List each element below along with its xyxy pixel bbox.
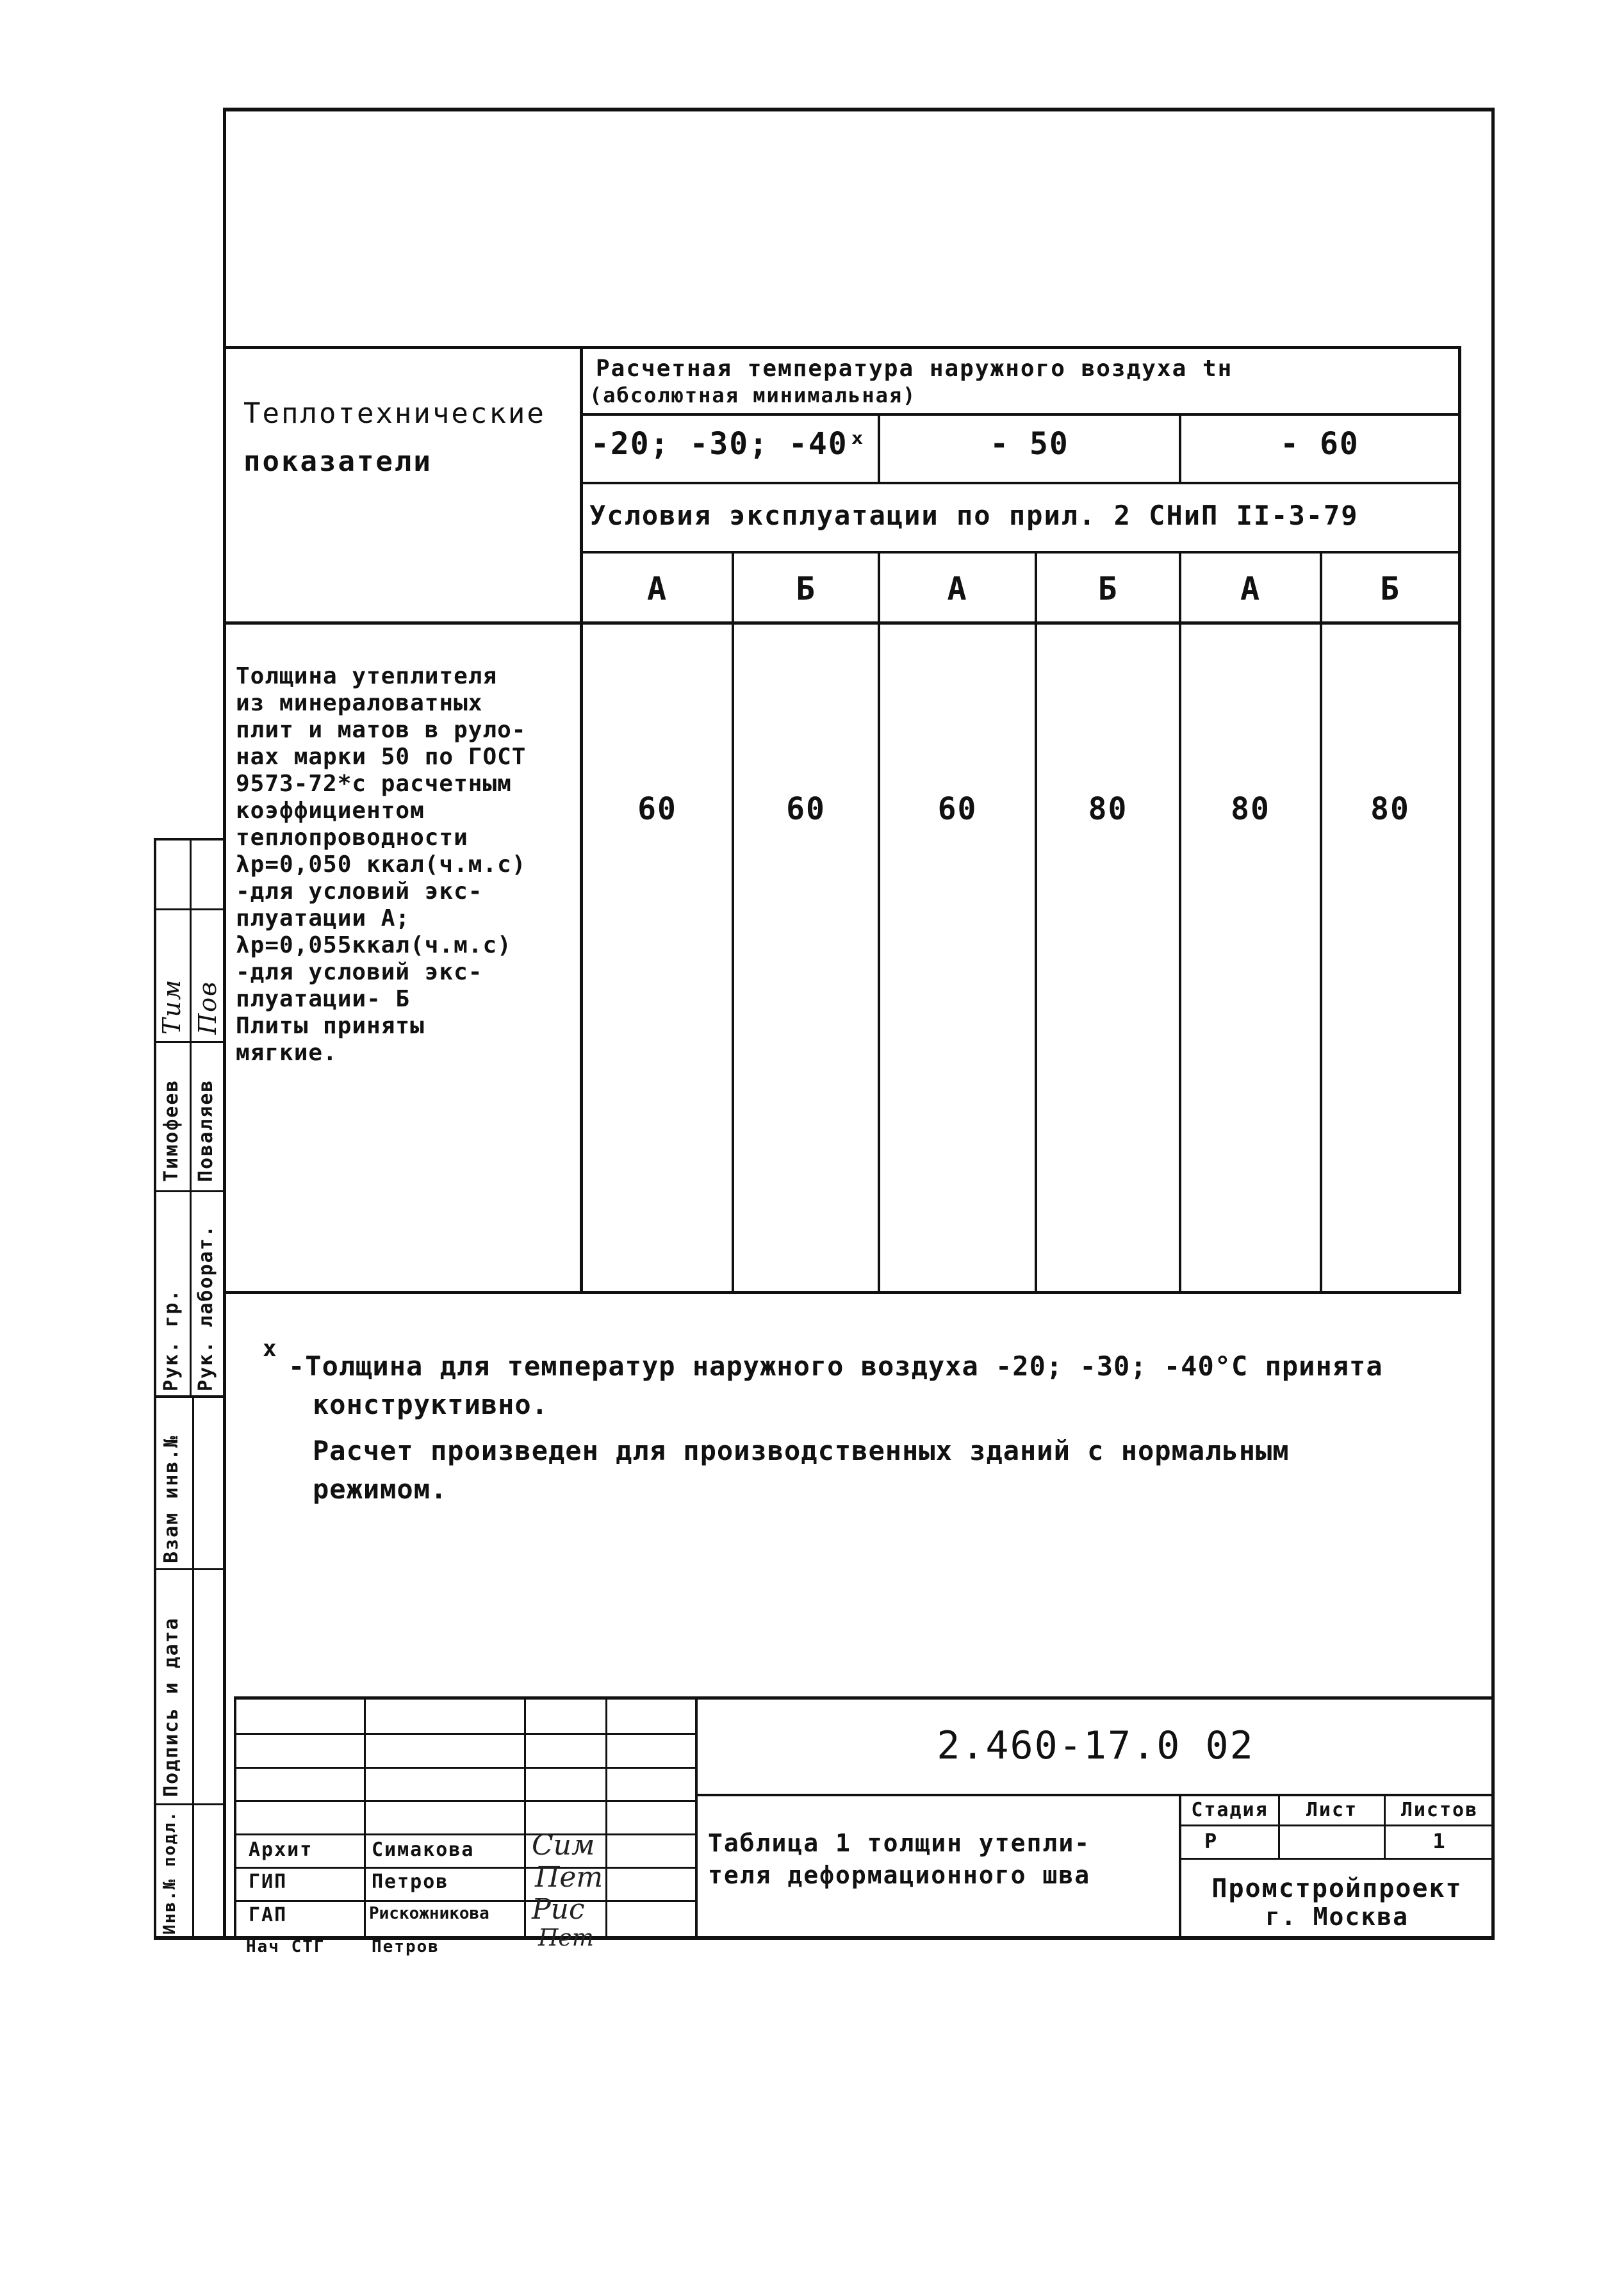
staff-name: Петров [372, 1937, 439, 1956]
value-cell: 80 [1370, 791, 1410, 827]
temperature-title-line2: (абсолютная минимальная) [589, 383, 917, 407]
conditions-label: Условия эксплуатации по прил. 2 СНиП II-3-79 [589, 500, 1359, 531]
staff-signature: Пет [538, 1925, 594, 1951]
value-cell: 80 [1088, 791, 1128, 827]
desc-line: мягкие. [236, 1040, 338, 1066]
org-city: г. Москва [1265, 1903, 1409, 1931]
staff-name: Петров [372, 1871, 449, 1893]
desc-line: -для условий экс- [236, 878, 483, 905]
stamp-vzam: Взам инв.№ [160, 1434, 183, 1563]
staff-role: Архит [249, 1839, 313, 1861]
stamp-ruk-labor: Рук. лаборат. [195, 1224, 217, 1391]
header-label-line1: Теплотехнические [243, 397, 546, 430]
staff-name: Симакова [372, 1839, 475, 1861]
note-mark: x [263, 1336, 278, 1362]
sheet-header: Лист [1306, 1799, 1358, 1821]
stamp-podpis: Подпись и дата [160, 1617, 183, 1797]
subcol-4: Б [1097, 570, 1119, 607]
stamp-name2: Поваляев [195, 1079, 217, 1182]
desc-line: Толщина утеплителя [236, 663, 498, 689]
range-3: - 60 [1280, 426, 1359, 462]
subcol-1: А [646, 570, 668, 607]
range-2: - 50 [990, 426, 1069, 462]
stage-header: Стадия [1191, 1799, 1268, 1821]
staff-role: ГИП [249, 1871, 288, 1893]
staff-signature: Пет [535, 1861, 603, 1894]
staff-signature: Рис [532, 1893, 585, 1926]
doc-title-line1: Таблица 1 толщин утепли- [708, 1829, 1091, 1857]
note-line4: режимом. [313, 1473, 448, 1505]
doc-title-line2: теля деформационного шва [708, 1861, 1091, 1889]
staff-role: ГАП [249, 1904, 288, 1926]
staff-signature: Сим [532, 1829, 595, 1862]
sheets-header: Листов [1400, 1799, 1479, 1821]
doc-number: 2.460-17.0 02 [937, 1723, 1254, 1768]
value-cell: 80 [1231, 791, 1270, 827]
subcol-6: Б [1379, 570, 1401, 607]
subcol-5: А [1240, 570, 1261, 607]
staff-name: Рискожникова [369, 1904, 489, 1923]
org-name: Промстройпроект [1211, 1874, 1463, 1903]
desc-line: коэффициентом [236, 798, 425, 824]
header-label-line2: показатели [243, 445, 432, 478]
stage-value: Р [1204, 1829, 1218, 1853]
stamp-sig2: Пов [193, 980, 222, 1035]
subcol-3: А [947, 570, 968, 607]
desc-line: из минераловатных [236, 690, 483, 716]
sheets-value: 1 [1432, 1829, 1447, 1853]
temperature-title-line1: Расчетная температура наружного воздуха tн [596, 356, 1233, 382]
note-line2: конструктивно. [313, 1389, 549, 1420]
note-line1: -Толщина для температур наружного воздуха -20; -30; -40°С принята [288, 1350, 1383, 1382]
desc-line: λр=0,055ккал(ч.м.с) [236, 932, 512, 958]
note-line3: Расчет произведен для производственных зданий с нормальным [313, 1435, 1290, 1466]
stamp-inv-podl: Инв.№ подл. [160, 1810, 179, 1935]
desc-line: нах марки 50 по ГОСТ [236, 744, 527, 770]
value-cell: 60 [637, 791, 677, 827]
desc-line: -для условий экс- [236, 959, 483, 985]
value-cell: 60 [937, 791, 978, 827]
desc-line: теплопроводности [236, 824, 468, 851]
desc-line: λр=0,050 ккал(ч.м.с) [236, 851, 527, 878]
desc-line: Плиты приняты [236, 1013, 425, 1039]
staff-role: Нач СТГ [246, 1937, 325, 1956]
stamp-sig1: Тим [158, 978, 186, 1035]
desc-line: плуатации- Б [236, 986, 411, 1012]
desc-line: плит и матов в руло- [236, 717, 527, 743]
subcol-2: Б [795, 570, 817, 607]
desc-line: 9573-72*с расчетным [236, 771, 512, 797]
desc-line: плуатации А; [236, 905, 411, 931]
stamp-ruk-gr: Рук. гр. [160, 1288, 183, 1391]
value-cell: 60 [786, 791, 826, 827]
stamp-name1: Тимофеев [160, 1079, 183, 1182]
range-1: -20; -30; -40ˣ [591, 426, 868, 462]
